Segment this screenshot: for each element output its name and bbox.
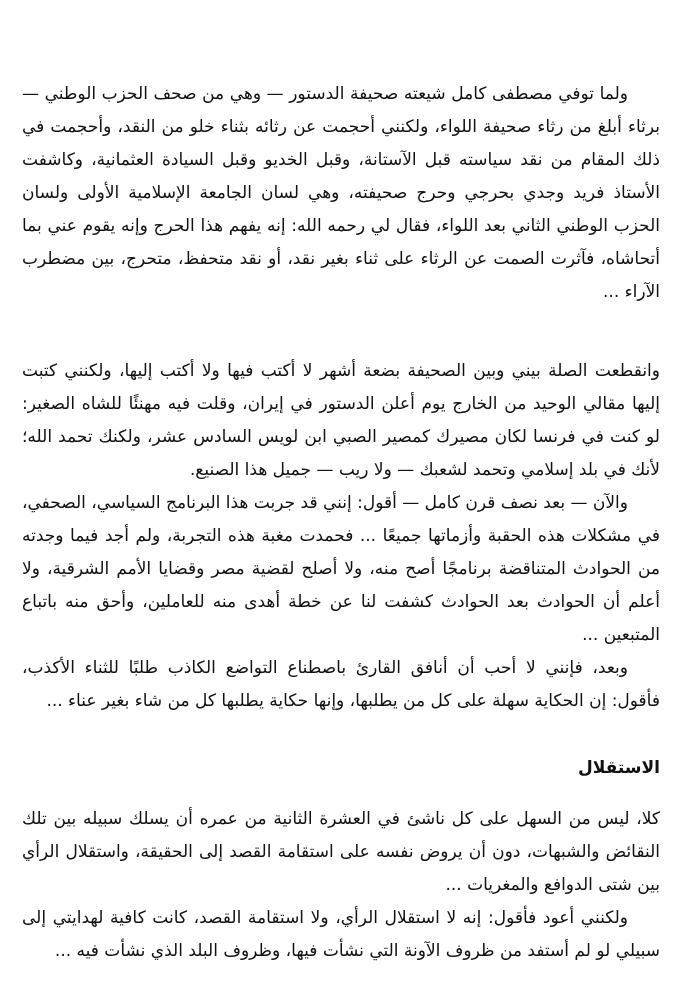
paragraph-half-century-reflection: والآن — بعد نصف قرن كامل — أقول: إنني قد جربت هذا البرنامج السياسي، الصحفي، في مشكلات هذه الحقبة وأزماتها جميعًا ... فحمدت مغبة هذه التجربة، ولم أجد فيما وجدته من الحوادث المتناقضة برنامجًا أصح منه، ولا أصلح لقضية مصر وقضايا الأمم الشرقية، ولا أعلم أن الحوادث بعد الحوادث كشفت لنا عن خطة أهدى منه للعاملين، وأحق منه باتباع المتبعين ...: [22, 493, 660, 645]
paragraph-break-with-newspaper: وانقطعت الصلة بيني وبين الصحيفة بضعة أشهر لا أكتب فيها ولا أكتب إليها، ولكنني كتبت إليها مقالي الوحيد من الخارج يوم أعلن الدستور في إيران، وقلت فيه مهنئًا للشاه الصغير: لو كنت في فرنسا لكان مصيرك كمصير الصبي ابن لويس السادس عشر، ولكنك تحمد الله؛ لأنك في بلد إسلامي وتحمد لشعبك — ولا ريب — جميل هذا الصنيع.: [22, 361, 660, 480]
section-heading-independence: الاستقلال: [577, 758, 660, 778]
paragraph-circumstances: ولكنني أعود فأقول: إنه لا استقلال الرأي، ولا استقامة القصد، كانت كافية لهدايتي إلى سبيلي لو لم أستفد من ظروف الآونة التي نشأت فيها، وظروف البلد الذي نشأت فيه ...: [22, 908, 660, 961]
section-spacer: [22, 718, 660, 752]
paragraph-false-modesty: وبعد، فإنني لا أحب أن أنافق القارئ باصطناع التواضع الكاذب طلبًا للثناء الأكذب، فأقول: إن الحكاية سهلة على كل من يطلبها، وإنها حكاية يطلبها كل من شاء بغير عناء ...: [22, 658, 660, 711]
heading-spacer: [22, 785, 660, 803]
paragraph-not-easy: كلا، ليس من السهل على كل ناشئ في العشرة الثانية من عمره أن يسلك سبيله بين تلك النقائض والشبهات، دون أن يروض نفسه على استقامة القصد إلى الحقيقة، واستقلال الرأي بين شتى الدوافع والمغريات ...: [22, 809, 660, 895]
document-page: [22, 78, 660, 968]
paragraph-mustafa-kamil-elegy: ولما توفي مصطفى كامل شيعته صحيفة الدستور — وهي من صحف الحزب الوطني — برثاء أبلغ من رثاء صحيفة اللواء، ولكنني أحجمت عن رثائه بثناء خلو من النقد، وأحجمت في ذلك المقام من نقد سياسته قبل الآستانة، وقبل الخديو وقبل السيادة العثمانية، وكاشفت الأستاذ فريد وجدي بحرجي وحرج صحيفته، وهي لسان الجامعة الإسلامية الأولى ولسان الحزب الوطني الثاني بعد اللواء، فقال لي رحمه الله: إنه يفهم هذا الحرج وإنه يقوم عني بما أتحاشاه، فآثرت الصمت عن الرثاء على ثناء بغير نقد، أو نقد متحفظ، متحرج، بين مضطرب الآراء ...: [22, 84, 660, 302]
paragraph-spacer: [22, 309, 660, 355]
